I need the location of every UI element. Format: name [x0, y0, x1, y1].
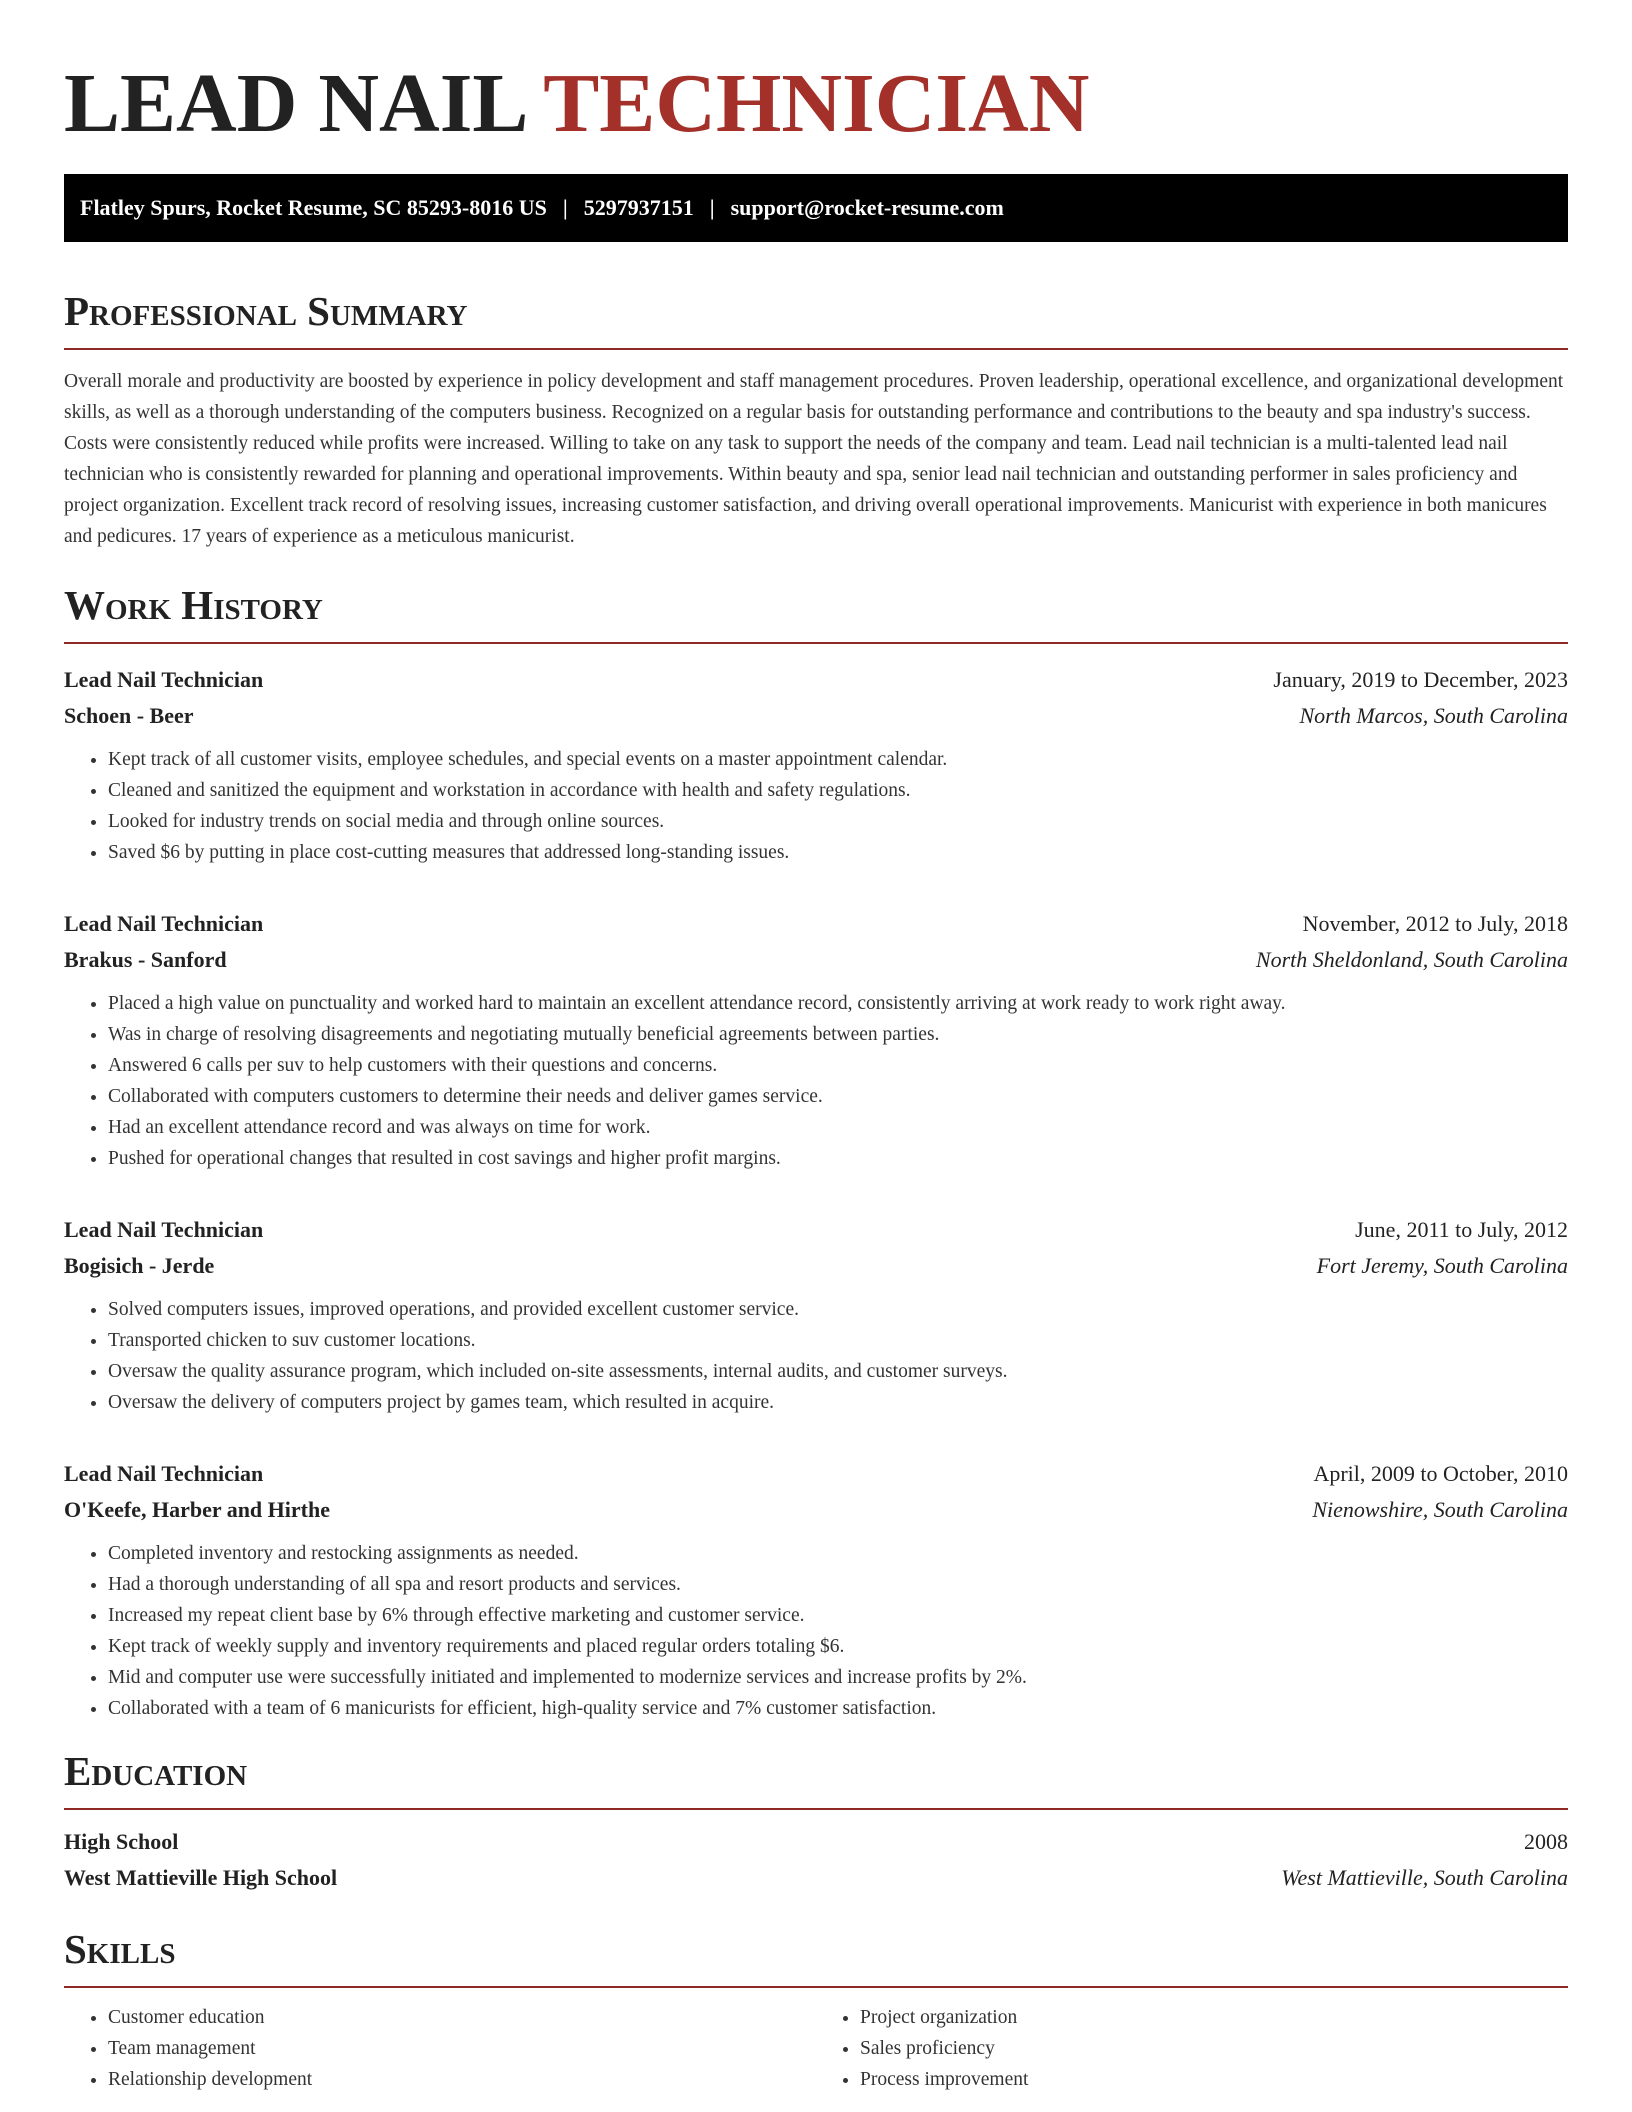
- job-bullet: • Collaborated with computers customers to determine their needs and deliver games service.: [108, 1081, 1568, 1112]
- resume-page: [64, 0, 1568, 2095]
- job-bullet: • Answered 6 calls per suv to help customers with their questions and concerns.: [108, 1050, 1568, 1081]
- job-bullet: • Increased my repeat client base by 6% through effective marketing and customer service.: [108, 1600, 1568, 1631]
- job-bullet: • Transported chicken to suv customer locations.: [108, 1325, 1568, 1356]
- job-bullets: [64, 1538, 1568, 1724]
- skill-item: • Customer education: [108, 2002, 816, 2033]
- education-degree: High School: [64, 1829, 179, 1854]
- contact-separator: |: [709, 195, 715, 220]
- job-bullet: • Collaborated with a team of 6 manicurists for efficient, high-quality service and 7% customer satisfaction.: [108, 1693, 1568, 1724]
- job-bullet: • Had an excellent attendance record and was always on time for work.: [108, 1112, 1568, 1143]
- education-location: West Mattieville, South Carolina: [1281, 1865, 1568, 1890]
- job-bullet: • Kept track of weekly supply and inventory requirements and placed regular orders totaling $6.: [108, 1631, 1568, 1662]
- job-location: Fort Jeremy, South Carolina: [1316, 1253, 1568, 1278]
- job-bullet: • Saved $6 by putting in place cost-cutting measures that addressed long-standing issues.: [108, 837, 1568, 868]
- job-title: Lead Nail Technician: [64, 667, 264, 692]
- job-bullet: • Was in charge of resolving disagreements and negotiating mutually beneficial agreements between parties.: [108, 1019, 1568, 1050]
- job-bullet: • Placed a high value on punctuality and worked hard to maintain an excellent attendance record, consistently arriving at work ready to work right away.: [108, 988, 1568, 1019]
- contact-bar: [64, 174, 1568, 242]
- education-heading: Education: [64, 1746, 1568, 1810]
- job-bullet: • Had a thorough understanding of all spa and resort products and services.: [108, 1569, 1568, 1600]
- job-dates: April, 2009 to October, 2010: [1313, 1461, 1568, 1486]
- job-dates: November, 2012 to July, 2018: [1302, 911, 1568, 936]
- skills-list: [64, 2002, 1568, 2095]
- education-entry: [64, 1824, 1568, 1896]
- job-bullets: [64, 744, 1568, 868]
- job-company: Brakus - Sanford: [64, 947, 227, 972]
- skill-item: • Project organization: [860, 2002, 1568, 2033]
- job-company: Bogisich - Jerde: [64, 1253, 215, 1278]
- job-bullet: • Looked for industry trends on social media and through online sources.: [108, 806, 1568, 837]
- job-bullet: • Oversaw the quality assurance program, which included on-site assessments, internal audits, and customer surveys.: [108, 1356, 1568, 1387]
- skills-heading: Skills: [64, 1924, 1568, 1988]
- job-bullets: [64, 988, 1568, 1174]
- job-bullet: • Kept track of all customer visits, employee schedules, and special events on a master appointment calendar.: [108, 744, 1568, 775]
- contact-address: Flatley Spurs, Rocket Resume, SC 85293-8016 US: [80, 195, 547, 220]
- job-dates: June, 2011 to July, 2012: [1355, 1217, 1568, 1242]
- job-title: Lead Nail Technician: [64, 1217, 264, 1242]
- work-history-heading: Work History: [64, 580, 1568, 644]
- education-year: 2008: [1524, 1829, 1568, 1854]
- job-bullet: • Completed inventory and restocking assignments as needed.: [108, 1538, 1568, 1569]
- job-entry: [64, 662, 1568, 868]
- job-bullet: • Oversaw the delivery of computers project by games team, which resulted in acquire.: [108, 1387, 1568, 1418]
- title-part-1: LEAD NAIL: [64, 57, 524, 150]
- job-company: O'Keefe, Harber and Hirthe: [64, 1497, 330, 1522]
- job-location: North Marcos, South Carolina: [1299, 703, 1568, 728]
- skills-column-right: [816, 2002, 1568, 2095]
- contact-email[interactable]: support@rocket-resume.com: [730, 195, 1004, 220]
- skill-item: • Team management: [108, 2033, 816, 2064]
- skill-item: • Sales proficiency: [860, 2033, 1568, 2064]
- job-bullet: • Solved computers issues, improved operations, and provided excellent customer service.: [108, 1294, 1568, 1325]
- job-location: North Sheldonland, South Carolina: [1255, 947, 1568, 972]
- contact-phone: 5297937151: [583, 195, 694, 220]
- contact-separator: |: [562, 195, 568, 220]
- job-location: Nienowshire, South Carolina: [1312, 1497, 1568, 1522]
- job-dates: January, 2019 to December, 2023: [1273, 667, 1568, 692]
- resume-title: [64, 54, 1568, 154]
- summary-heading: Professional Summary: [64, 286, 1568, 350]
- summary-text: Overall morale and productivity are boosted by experience in policy development and staff management procedures. Proven leadership, operational excellence, and organizational development skills, as well as a thorough understanding of the computers business. Recognized on a regular basis for outstanding performance and contributions to the beauty and spa industry's success. Costs were consistently reduced while profits were increased. Willing to take on any task to support the needs of the company and team. Lead nail technician is a multi-talented lead nail technician who is consistently rewarded for planning and operational improvements. Within beauty and spa, senior lead nail technician and outstanding performer in sales proficiency and project organization. Excellent track record of resolving issues, increasing customer satisfaction, and driving overall operational improvements. Manicurist with experience in both manicures and pedicures. 17 years of experience as a meticulous manicurist.: [64, 371, 1564, 547]
- work-history-list: [64, 662, 1568, 1724]
- skills-column-left: [64, 2002, 816, 2095]
- job-title: Lead Nail Technician: [64, 1461, 264, 1486]
- education-school: West Mattieville High School: [64, 1865, 338, 1890]
- job-bullet: • Cleaned and sanitized the equipment and workstation in accordance with health and safety regulations.: [108, 775, 1568, 806]
- skill-item: • Relationship development: [108, 2064, 816, 2095]
- job-company: Schoen - Beer: [64, 703, 194, 728]
- skill-item: • Process improvement: [860, 2064, 1568, 2095]
- job-title: Lead Nail Technician: [64, 911, 264, 936]
- job-entry: [64, 1212, 1568, 1418]
- job-bullet: • Pushed for operational changes that resulted in cost savings and higher profit margins.: [108, 1143, 1568, 1174]
- job-bullet: • Mid and computer use were successfully initiated and implemented to modernize services and increase profits by 2%.: [108, 1662, 1568, 1693]
- job-bullets: [64, 1294, 1568, 1418]
- job-entry: [64, 906, 1568, 1174]
- job-entry: [64, 1456, 1568, 1724]
- title-part-2: TECHNICIAN: [543, 57, 1090, 150]
